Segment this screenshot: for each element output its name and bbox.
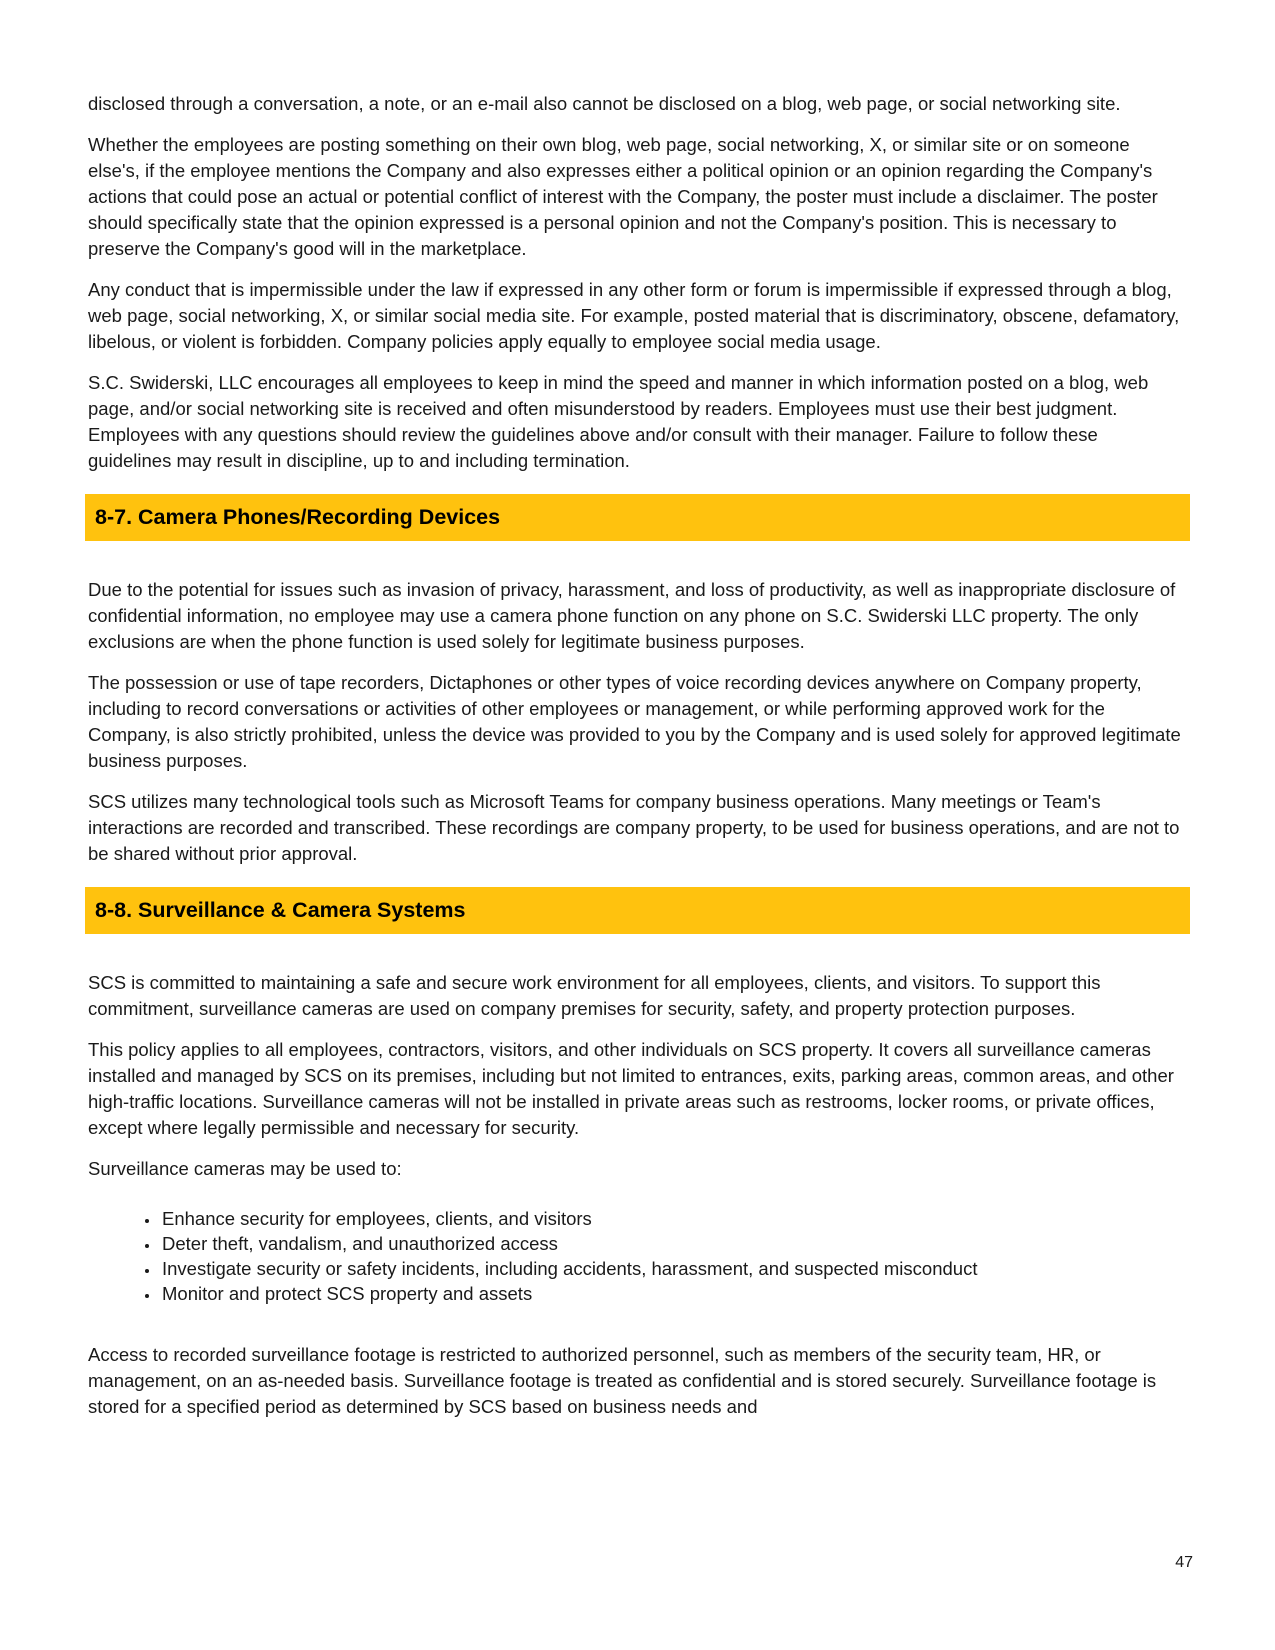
paragraph-surveillance-scope: This policy applies to all employees, contractors, visitors, and other individuals on SCS property. It covers all surveillance cameras installed and managed by SCS on its premises, including but not limited to entrances, exits, parking areas, common areas, and other high-traffic locations. Surveillance cameras will not be installed in private areas such as restrooms, locker rooms, or private offices, except where legally permissible and necessary for security. (88, 1039, 1174, 1138)
list-item-enhance-security: • Enhance security for employees, clients, and visitors (160, 1206, 1187, 1231)
surveillance-uses-intro: Surveillance cameras may be used to: (88, 1158, 402, 1179)
surveillance-uses-list (88, 1206, 1187, 1306)
list-item-deter-theft: • Deter theft, vandalism, and unauthorized access (160, 1231, 1187, 1256)
section-heading-camera-phones: 8-7. Camera Phones/Recording Devices (85, 494, 1190, 541)
paragraph-social-media-disclosure: disclosed through a conversation, a note, or an e-mail also cannot be disclosed on a blog, web page, or social networking site. (88, 93, 1121, 114)
paragraph-surveillance-commitment: SCS is committed to maintaining a safe and secure work environment for all employees, clients, and visitors. To support this commitment, surveillance cameras are used on company premises for security, safety, and property protection purposes. (88, 972, 1101, 1019)
paragraph-camera-phone-policy: Due to the potential for issues such as invasion of privacy, harassment, and loss of productivity, as well as inappropriate disclosure of confidential information, no employee may use a camera phone function on any phone on S.C. Swiderski LLC property. The only exclusions are when the phone function is used solely for legitimate business purposes. (88, 579, 1176, 652)
list-item-monitor-property: • Monitor and protect SCS property and assets (160, 1281, 1187, 1306)
paragraph-microsoft-teams: SCS utilizes many technological tools such as Microsoft Teams for company business operations. Many meetings or Team's interactions are recorded and transcribed. These recordings are company property, to be used for business operations, and are not to be shared without prior approval. (88, 791, 1180, 864)
paragraph-posting-disclaimer: Whether the employees are posting something on their own blog, web page, social networking, X, or similar site or on someone else's, if the employee mentions the Company and also expresses either a political opinion or an opinion regarding the Company's actions that could pose an actual or potential conflict of interest with the Company, the poster must include a disclaimer. The poster should specifically state that the opinion expressed is a personal opinion and not the Company's position. This is necessary to preserve the Company's good will in the marketplace. (88, 134, 1158, 259)
paragraph-best-judgment: S.C. Swiderski, LLC encourages all employees to keep in mind the speed and manner in which information posted on a blog, web page, and/or social networking site is received and often misunderstood by readers. Employees must use their best judgment. Employees with any questions should review the guidelines above and/or consult with their manager. Failure to follow these guidelines may result in discipline, up to and including termination. (88, 372, 1149, 471)
section-heading-surveillance: 8-8. Surveillance & Camera Systems (85, 887, 1190, 934)
page-number: 47 (1175, 1554, 1193, 1571)
list-item-investigate-incidents: • Investigate security or safety incidents, including accidents, harassment, and suspected misconduct (160, 1256, 1187, 1281)
paragraph-impermissible-conduct: Any conduct that is impermissible under the law if expressed in any other form or forum is impermissible if expressed through a blog, web page, social networking, X, or similar social media site. For example, posted material that is discriminatory, obscene, defamatory, libelous, or violent is forbidden. Company policies apply equally to employee social media usage. (88, 279, 1180, 352)
paragraph-footage-access: Access to recorded surveillance footage is restricted to authorized personnel, such as members of the security team, HR, or management, on an as-needed basis. Surveillance footage is treated as confidential and is stored securely. Surveillance footage is stored for a specified period as determined by SCS based on business needs and (88, 1344, 1157, 1417)
paragraph-recording-devices: The possession or use of tape recorders, Dictaphones or other types of voice recording devices anywhere on Company property, including to record conversations or activities of other employees or management, or while performing approved work for the Company, is also strictly prohibited, unless the device was provided to you by the Company and is used solely for approved legitimate business purposes. (88, 672, 1181, 771)
